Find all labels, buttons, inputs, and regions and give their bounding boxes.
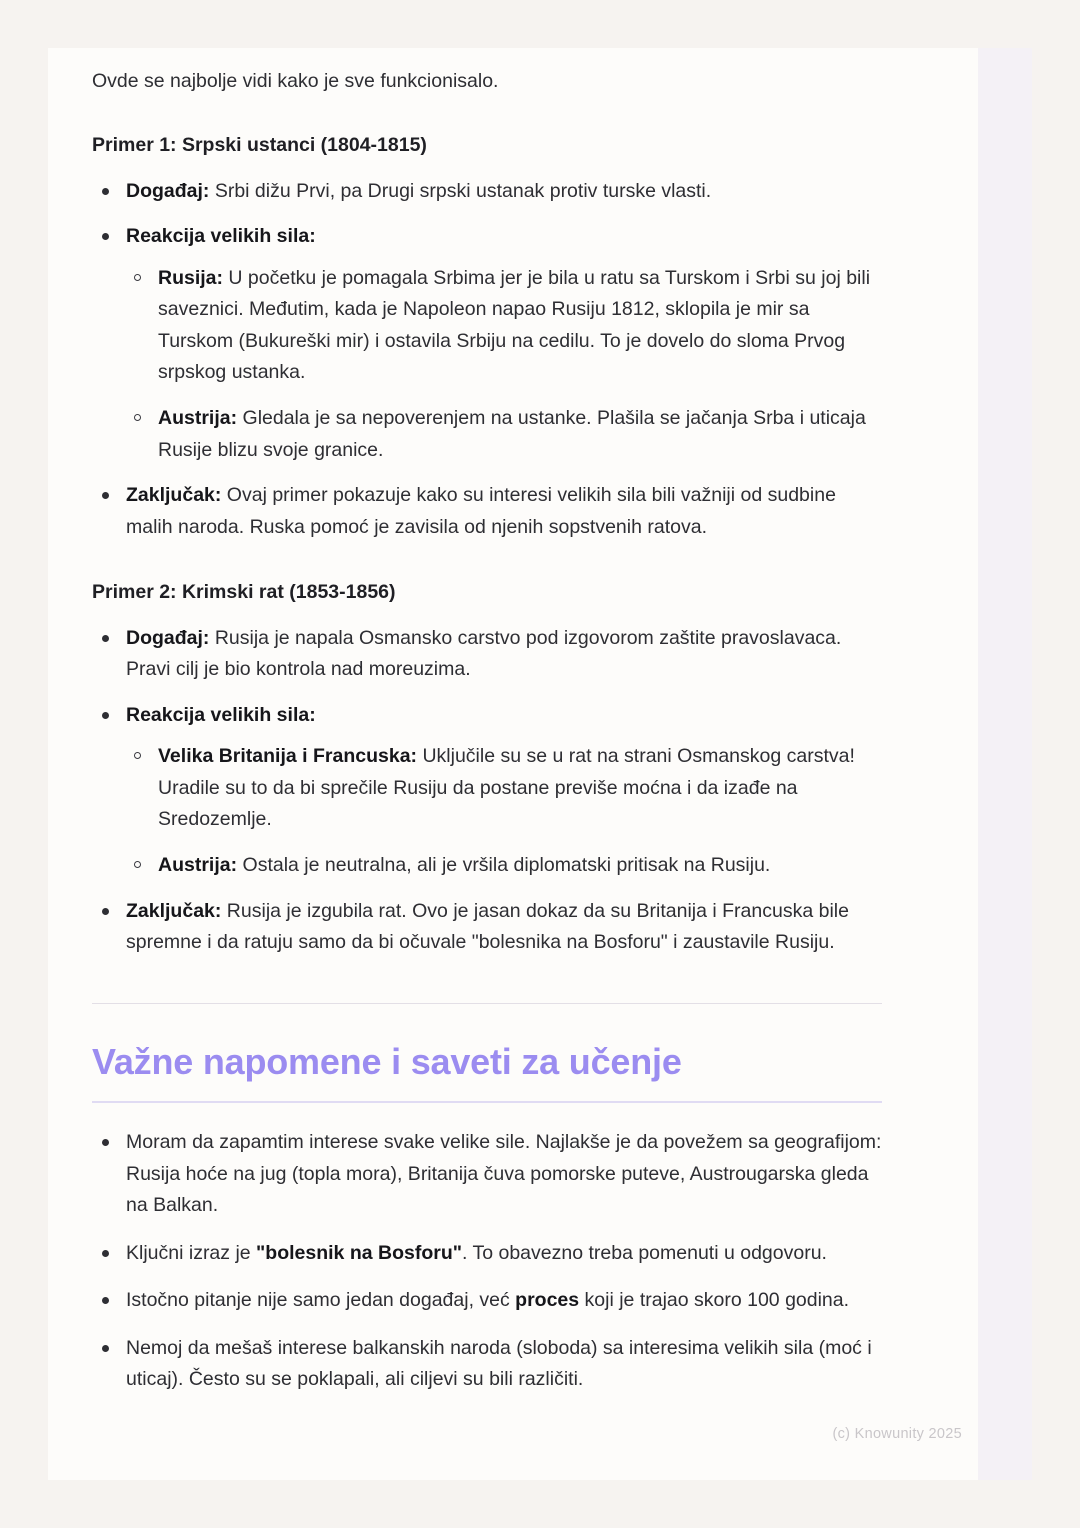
list-item: [92, 1333, 882, 1396]
list-item: [92, 1285, 882, 1317]
list-item: [92, 623, 882, 686]
nested-list-wrapper: [126, 741, 882, 881]
example-2-sublist: [126, 741, 882, 881]
list-item: [92, 700, 882, 882]
list-item-text: Gledala je sa nepoverenjem na ustanke. Plašila se jačanja Srba i uticaja Rusije blizu svoje granice.: [158, 406, 866, 461]
list-item-emphasis: proces: [515, 1289, 580, 1312]
study-tips-list: [92, 1127, 882, 1396]
list-item: [92, 480, 882, 543]
list-item: [92, 1238, 882, 1270]
list-item-label: Zaključak:: [126, 899, 222, 922]
example-2-heading: Primer 2: Krimski rat (1853-1856): [92, 581, 396, 604]
list-item-text: Nemoj da mešaš interese balkanskih naroda (sloboda) sa interesima velikih sila (moć i uticaj). Često su se poklapali, ali ciljevi su bili različiti.: [126, 1336, 872, 1391]
list-item-label: Zaključak:: [126, 484, 222, 507]
list-item: [92, 1127, 882, 1222]
list-item: [92, 221, 882, 466]
list-item-text: Uključile su se u rat na strani Osmanskog carstva! Uradile su to da bi sprečile Rusiju da postane previše moćna i da izađe na Sredozemlje.: [158, 745, 855, 831]
list-item-text: Moram da zapamtim interese svake velike sile. Najlakše je da povežem sa geografijom: Rusija hoće na jug (topla mora), Britanija čuva pomorske puteve, Austrougarska gleda na Balkan.: [126, 1130, 882, 1217]
list-item-text: Ključni izraz je: [126, 1241, 257, 1264]
section-divider: [92, 1003, 882, 1004]
list-item: [126, 403, 882, 466]
list-item-label: Reakcija velikih sila:: [126, 225, 316, 248]
example-1-heading: Primer 1: Srpski ustanci (1804-1815): [92, 134, 427, 157]
list-item-label: Austrija:: [158, 854, 238, 877]
example-2-list: [92, 623, 882, 959]
list-item-text: Rusija je napala Osmansko carstvo pod izgovorom zaštite pravoslavaca. Pravi cilj je bio kontrola nad moreuzima.: [126, 626, 842, 681]
list-item-emphasis: "bolesnik na Bosforu": [256, 1241, 462, 1264]
list-item: [92, 176, 882, 208]
list-item-text-post: . To obavezno treba pomenuti u odgovoru.: [461, 1241, 827, 1264]
intro-paragraph: Ovde se najbolje vidi kako je sve funkcionisalo.: [92, 70, 499, 92]
list-item-text: Istočno pitanje nije samo jedan događaj, već: [126, 1289, 516, 1312]
list-item-label: Austrija:: [158, 406, 238, 429]
list-item-label: Velika Britanija i Francuska:: [158, 745, 418, 768]
list-item-text: Srbi dižu Prvi, pa Drugi srpski ustanak protiv turske vlasti.: [209, 179, 712, 202]
document-page: [48, 48, 1032, 1480]
list-item-text: U početku je pomagala Srbima jer je bila u ratu sa Turskom i Srbi su joj bili saveznici. Međutim, kada je Napoleon napao Rusiju 1812, sklopila je mir sa Turskom (Bukureški mir) i ostavila Srbiju na cedilu. To je dovelo do sloma Prvog srpskog ustanka.: [158, 266, 871, 384]
list-item-text: Rusija je izgubila rat. Ovo je jasan dokaz da su Britanija i Francuska bile spremne i da ratuju samo da bi očuvale "bolesnika na Bosforu" i zaustavile Rusiju.: [126, 899, 849, 954]
title-underline: [92, 1101, 882, 1103]
page-title: Važne napomene i saveti za učenje: [92, 1040, 682, 1082]
list-item-text-post: koji je trajao skoro 100 godina.: [579, 1289, 850, 1312]
list-item: [92, 896, 882, 959]
example-1-sublist: [126, 263, 882, 466]
list-item-label: Događaj:: [126, 179, 210, 202]
watermark: (c) Knowunity 2025: [832, 1426, 962, 1442]
document-content: [92, 48, 882, 1412]
nested-list-wrapper: [126, 263, 882, 466]
page-side-strip: [978, 48, 1032, 1480]
list-item-text: Ostala je neutralna, ali je vršila diplomatski pritisak na Rusiju.: [237, 854, 771, 877]
list-item: [126, 741, 882, 836]
list-item-label: Događaj:: [126, 626, 210, 649]
list-item-label: Rusija:: [158, 266, 224, 289]
list-item: [126, 263, 882, 389]
list-item-text: Ovaj primer pokazuje kako su interesi velikih sila bili važniji od sudbine malih naroda. Ruska pomoć je zavisila od njenih sopstvenih ratova.: [126, 484, 836, 538]
list-item-label: Reakcija velikih sila:: [126, 703, 316, 726]
example-1-list: [92, 176, 882, 544]
list-item: [126, 850, 882, 882]
